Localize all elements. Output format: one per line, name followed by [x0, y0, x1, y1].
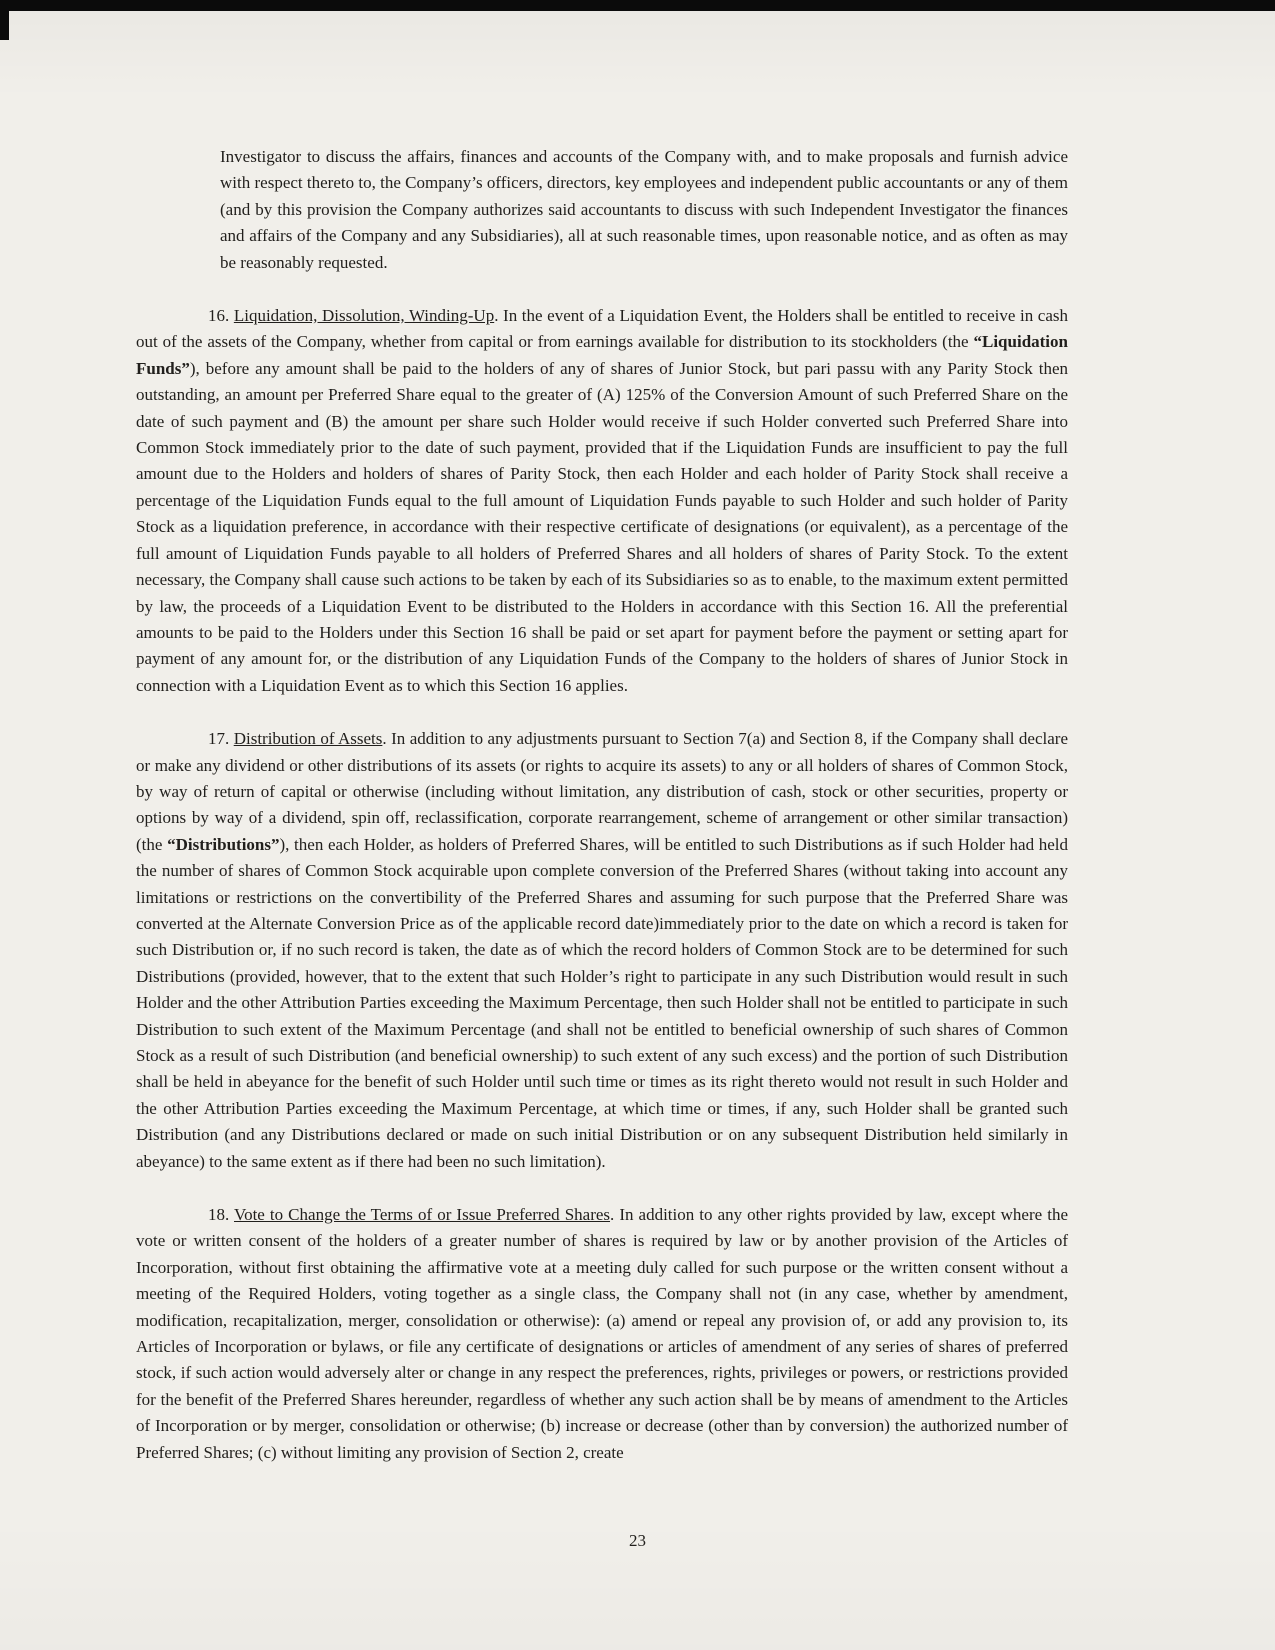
section-16-liquidation	[136, 303, 1068, 699]
section-heading-text: Distribution of Assets	[233, 729, 383, 749]
text-run: . In addition to any other rights provided by law, except where the vote or written consent of the holders of a greater number of shares is required by law or by another provision of the Articles of Incorporation, without first obtaining the affirmative vote at a meeting duly called for such purpose or the written consent without a meeting of the Required Holders, voting together as a single class, the Company shall not (in any case, whether by amendment, modification, recapitalization, merger, consolidation or otherwise): (a) amend or repeal any provision of, or add any provision to, its Articles of Incorporation or bylaws, or file any certificate of designations or articles of amendment of any series of shares of preferred stock, if such action would adversely alter or change in any respect the preferences, rights, privileges or powers, or restrictions provided for the benefit of the Preferred Shares hereunder, regardless of whether any such action shall be by means of amendment to the Articles of Incorporation or by merger, consolidation or otherwise; (b) increase or decrease (other than by conversion) the authorized number of Preferred Shares; (c) without limiting any provision of Section 2, create	[136, 1205, 1068, 1462]
scanner-artifact-top-bar	[0, 0, 1275, 11]
section-17-distribution-of-assets	[136, 726, 1068, 1175]
section-18-vote-to-change-terms	[136, 1202, 1068, 1466]
defined-term: “Liquidation Funds”	[136, 332, 1068, 378]
page-number: 23	[629, 1531, 646, 1550]
text-run: 17.	[208, 729, 234, 749]
text-run: . In the event of a Liquidation Event, the Holders shall be entitled to receive in cash out of the assets of the Company, whether from capital or from earnings available for distribution to its stockholders (the	[136, 306, 1069, 352]
text-run: 16.	[208, 306, 234, 326]
text-run: Investigator to discuss the affairs, finances and accounts of the Company with, and to make proposals and furnish advice with respect thereto to, the Company’s officers, directors, key employees and independent public accountants or any of them (and by this provision the Company authorizes said accountants to discuss with such Independent Investigator the finances and affairs of the Company and any Subsidiaries), all at such reasonable times, upon reasonable notice, and as often as may be reasonably requested.	[220, 147, 1068, 272]
indented-paragraph-investigator	[220, 144, 1068, 276]
text-run: . In addition to any adjustments pursuant to Section 7(a) and Section 8, if the Company shall declare or make any dividend or other distributions of its assets (or rights to acquire its assets) to any or all holders of shares of Common Stock, by way of return of capital or otherwise (including without limitation, any distribution of cash, stock or other securities, property or options by way of a dividend, spin off, reclassification, corporate rearrangement, scheme of arrangement or other similar transaction) (the	[136, 729, 1068, 854]
text-run: ), then each Holder, as holders of Preferred Shares, will be entitled to such Distributions as if such Holder had held the number of shares of Common Stock acquirable upon complete conversion of the Preferred Shares (without taking into account any limitations or restrictions on the convertibility of the Preferred Shares and assuming for such purpose that the Preferred Share was converted at the Alternate Conversion Price as of the applicable record date)immediately prior to the date on which a record is taken for such Distribution or, if no such record is taken, the date as of which the record holders of Common Stock are to be determined for such Distributions (provided, however, that to the extent that such Holder’s right to participate in any such Distribution would result in such Holder and the other Attribution Parties exceeding the Maximum Percentage, then such Holder shall not be entitled to participate in such Distribution to such extent of the Maximum Percentage (and shall not be entitled to beneficial ownership of such shares of Common Stock as a result of such Distribution (and beneficial ownership) to such extent of any such excess) and the portion of such Distribution shall be held in abeyance for the benefit of such Holder until such time or times as its right thereto would not result in such Holder and the other Attribution Parties exceeding the Maximum Percentage, at which time or times, if any, such Holder shall be granted such Distribution (and any Distributions declared or made on such initial Distribution or on any subsequent Distribution held similarly in abeyance) to the same extent as if there had been no such limitation).	[136, 834, 1068, 1171]
text-run: ), before any amount shall be paid to the holders of any of shares of Junior Stock, but pari passu with any Parity Stock then outstanding, an amount per Preferred Share equal to the greater of (A) 125% of the Conversion Amount of such Preferred Share on the date of such payment and (B) the amount per share such Holder would receive if such Holder converted such Preferred Share into Common Stock immediately prior to the date of such payment, provided that if the Liquidation Funds are insufficient to pay the full amount due to the Holders and holders of shares of Parity Stock, then each Holder and each holder of Parity Stock shall receive a percentage of the Liquidation Funds equal to the full amount of Liquidation Funds payable to such Holder and such holder of Parity Stock as a liquidation preference, in accordance with their respective certificate of designations (or equivalent), as a percentage of the full amount of Liquidation Funds payable to all holders of Preferred Shares and all holders of shares of Parity Stock. To the extent necessary, the Company shall cause such actions to be taken by each of its Subsidiaries so as to enable, to the maximum extent permitted by law, the proceeds of a Liquidation Event to be distributed to the Holders in accordance with this Section 16. All the preferential amounts to be paid to the Holders under this Section 16 shall be paid or set apart for payment before the payment or setting apart for payment of any amount for, or the distribution of any Liquidation Funds of the Company to the holders of shares of Junior Stock in connection with a Liquidation Event as to which this Section 16 applies.	[136, 358, 1068, 695]
scanner-artifact-left-notch	[0, 0, 9, 40]
section-heading-text: Liquidation, Dissolution, Winding-Up	[233, 306, 495, 326]
section-heading-text: Vote to Change the Terms of or Issue Preferred Shares	[234, 1205, 611, 1225]
text-run: 18.	[208, 1205, 234, 1225]
defined-term: “Distributions”	[167, 834, 280, 854]
document-body	[136, 144, 1068, 1466]
